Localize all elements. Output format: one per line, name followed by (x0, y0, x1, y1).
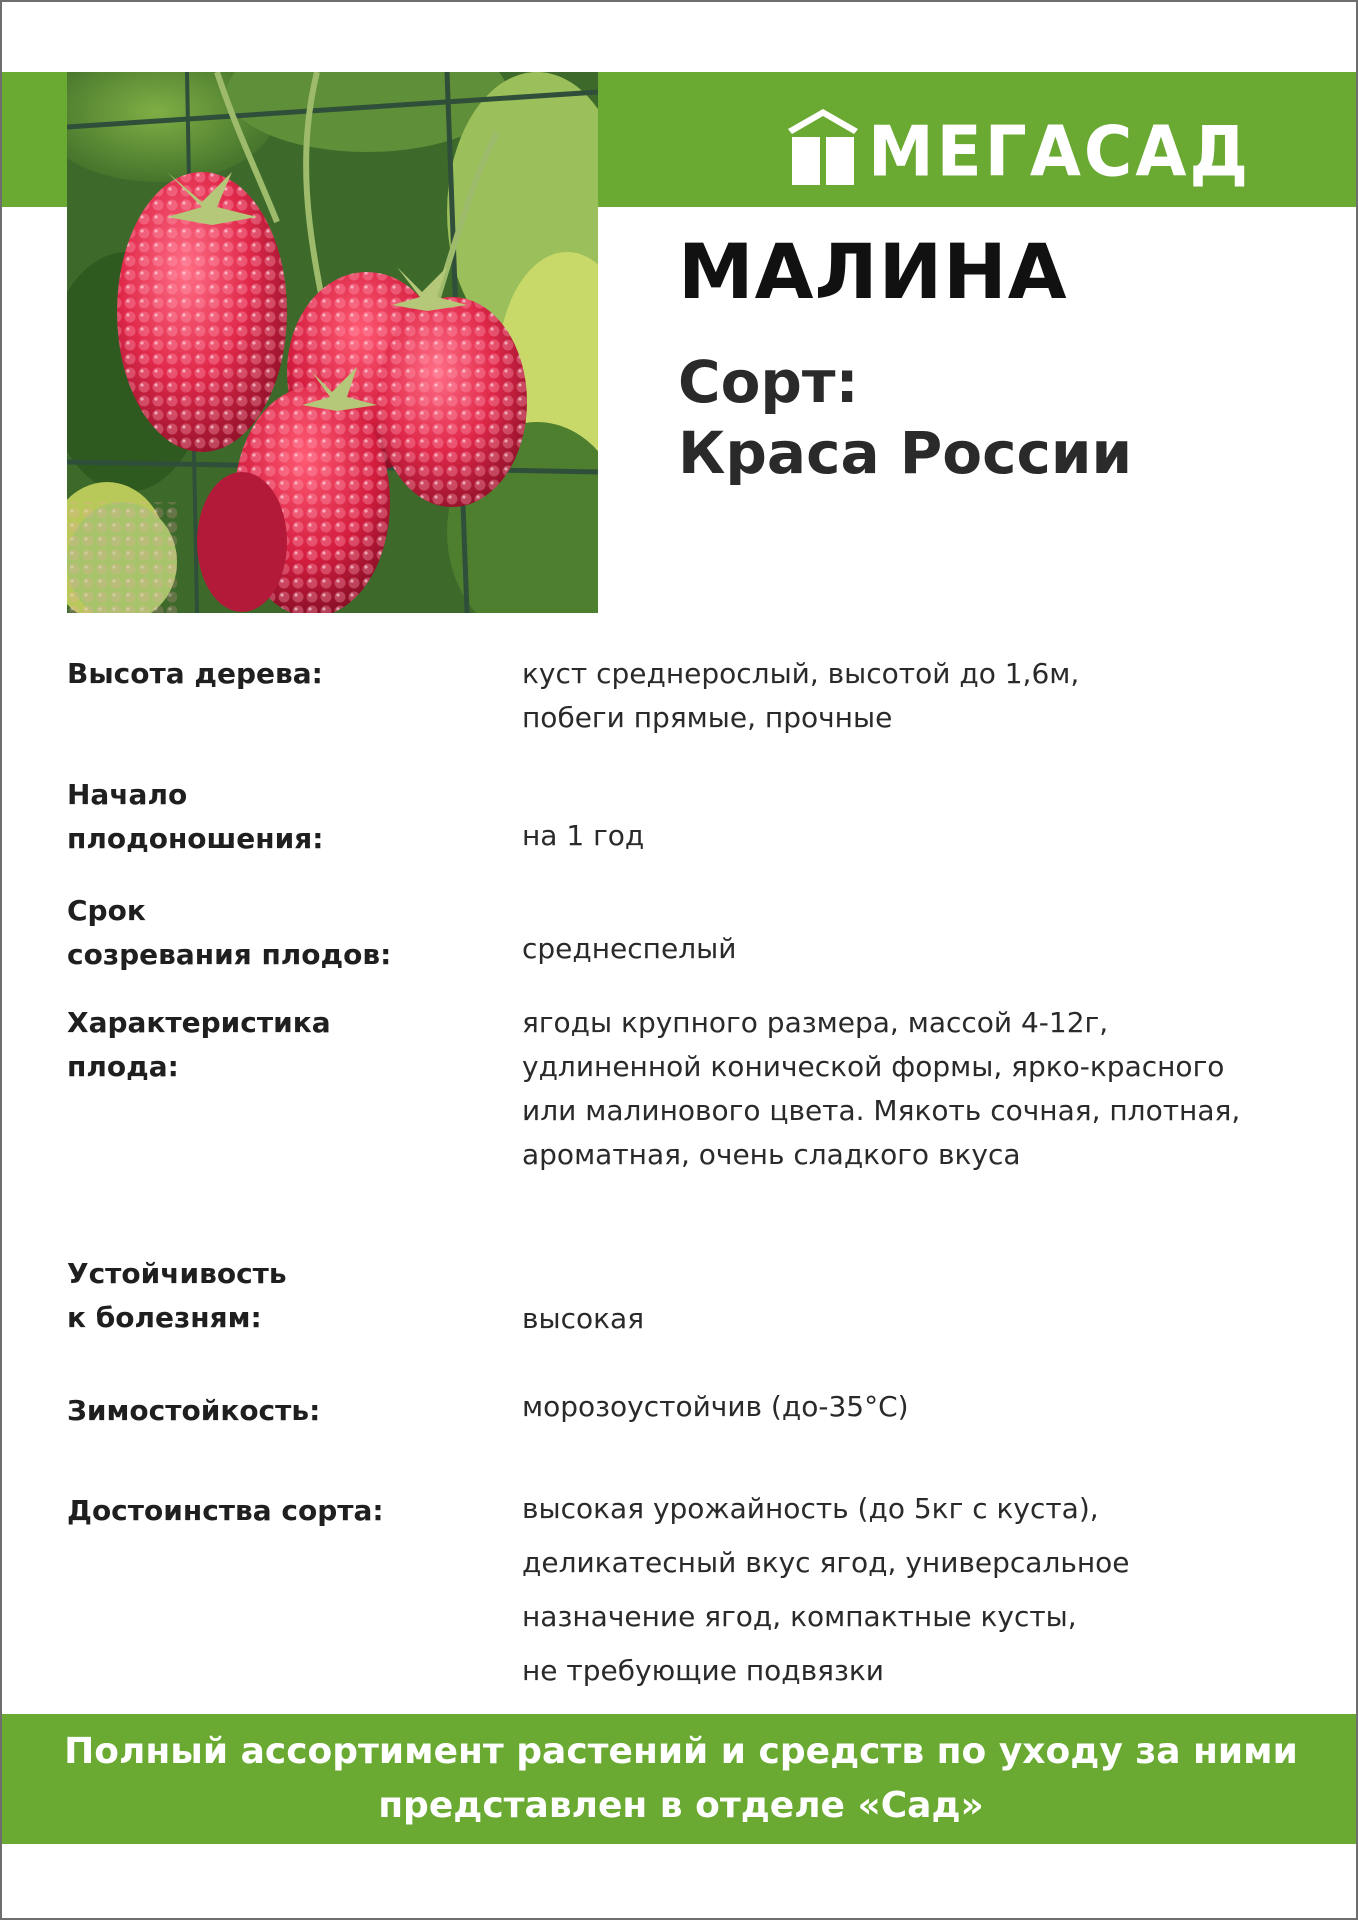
spec-label-disease-resistance: Устойчивость к болезням: (67, 1257, 287, 1334)
house-icon (784, 107, 862, 187)
footer-line-1: Полный ассортимент растений и средств по уходу за ними (64, 1731, 1298, 1772)
spec-label-fruit: Характеристика плода: (67, 1006, 331, 1083)
spec-label-advantages: Достоинства сорта: (67, 1494, 384, 1527)
variety-name: Краса России (678, 418, 1133, 487)
footer-line-2: представлен в отделе «Сад» (378, 1785, 984, 1826)
spec-value-winter-hardiness: морозоустойчив (до-35°С) (522, 1390, 909, 1423)
spec-label-height: Высота дерева: (67, 657, 323, 690)
spec-value-height: куст среднерослый, высотой до 1,6м, побеги прямые, прочные (522, 657, 1080, 734)
spec-label-fruiting-start: Начало плодоношения: (67, 778, 324, 855)
spec-value-ripening: среднеспелый (522, 932, 737, 965)
variety-block (678, 347, 1132, 489)
spec-label-ripening: Срок созревания плодов: (67, 894, 392, 971)
footer-banner (2, 1714, 1358, 1844)
product-title: МАЛИНА (678, 227, 1068, 316)
brand-logo[interactable] (784, 97, 1252, 193)
logo-text: МЕГАСАД (868, 111, 1252, 193)
raspberry-photo (67, 72, 598, 613)
variety-label: Сорт: (678, 348, 859, 416)
spec-label-winter-hardiness: Зимостойкость: (67, 1394, 321, 1427)
spec-value-disease-resistance: высокая (522, 1302, 645, 1335)
spec-value-advantages: высокая урожайность (до 5кг с куста), деликатесный вкус ягод, универсальное назначение ягод, компактные кусты, не требующие подвязки (522, 1492, 1130, 1687)
spec-value-fruit: ягоды крупного размера, массой 4-12г, удлиненной конической формы, ярко-красного или малинового цвета. Мякоть сочная, плотная, ароматная, очень сладкого вкуса (522, 1006, 1241, 1171)
spec-value-fruiting-start: на 1 год (522, 819, 645, 852)
